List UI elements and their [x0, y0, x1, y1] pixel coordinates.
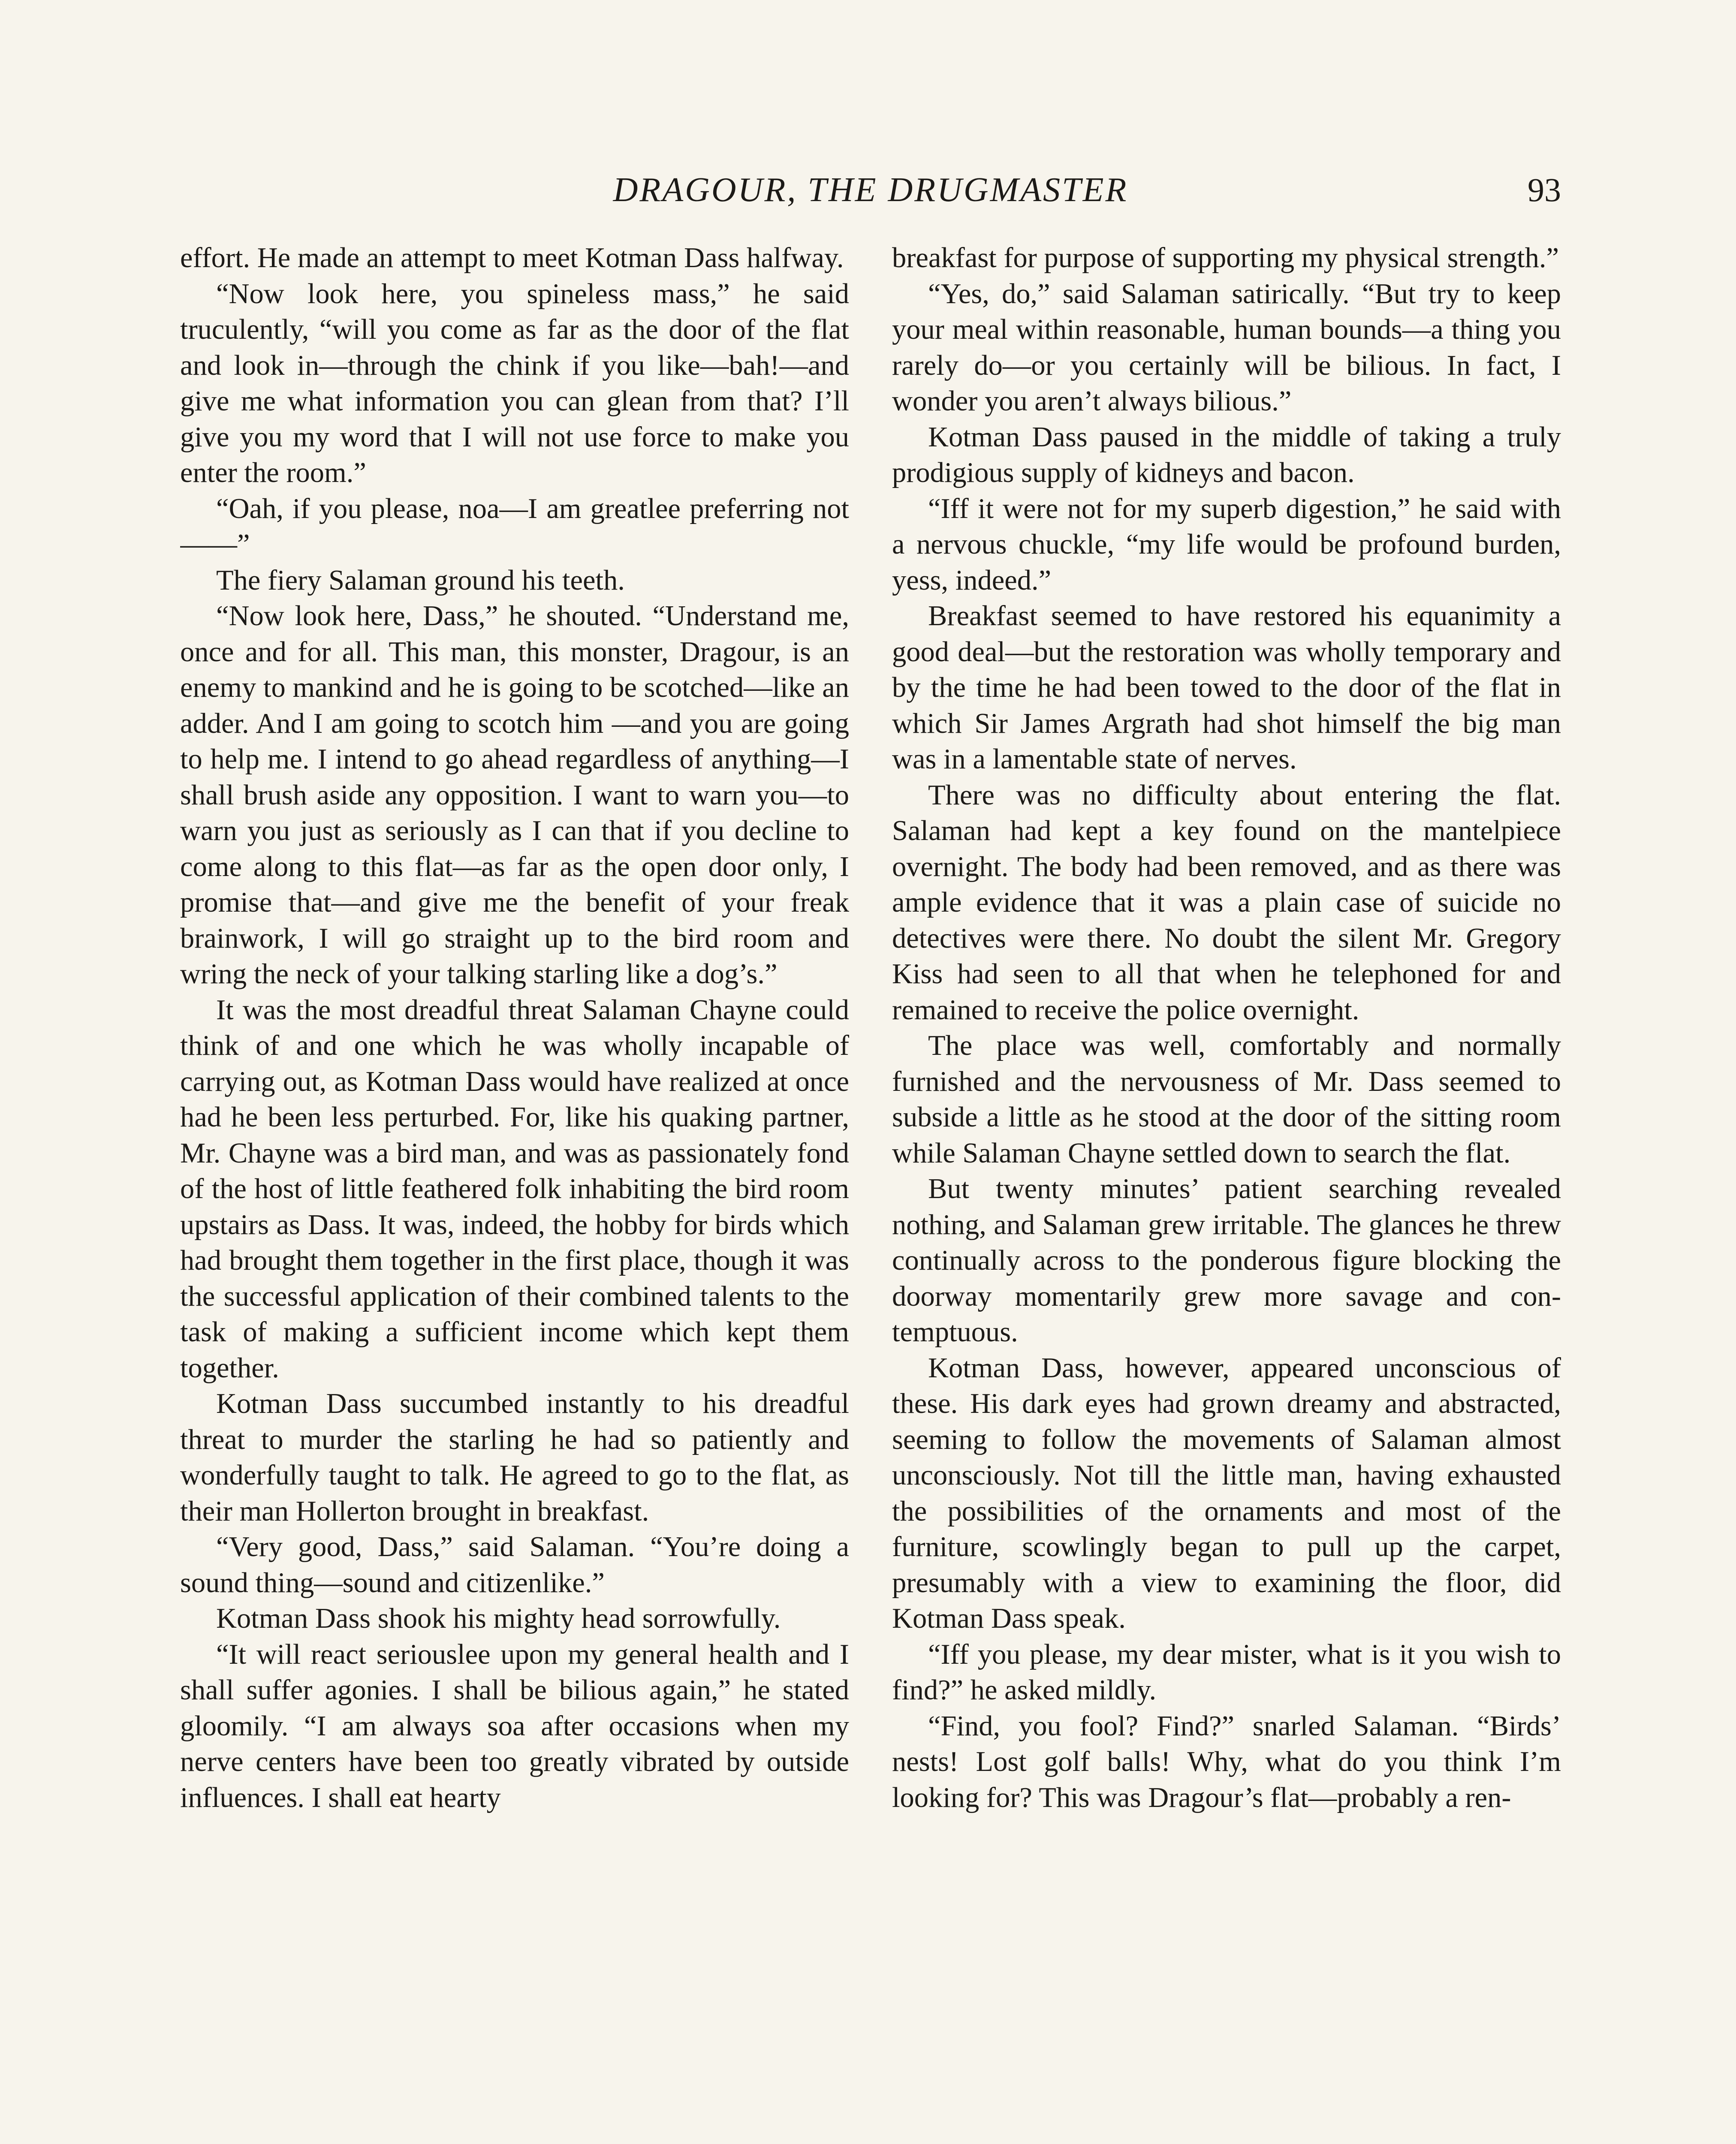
left-column [180, 240, 849, 2144]
page-number: 93 [1528, 171, 1561, 208]
paragraph: The fiery Salaman ground his teeth. [216, 564, 625, 596]
paragraph: “Oah, if you please, noa—I am greatlee preferring not——” [180, 493, 849, 560]
paragraph: There was no difficulty about entering the flat. Salaman had kept a key found on the mantelpiece overnight. The body had been removed, and as there was ample evidence that it was a plain case of suicide no detectives were there. No doubt the silent Mr. Gregory Kiss had seen to all that when he telephoned for and remained to receive the police overnight. [892, 779, 1561, 1026]
right-column [892, 240, 1561, 2144]
paragraph: Kotman Dass paused in the middle of taking a truly prodigious supply of kidneys and bacon. [892, 421, 1561, 488]
paragraph: “Now look here, Dass,” he shouted. “Understand me, once and for all. This man, this monster, Dragour, is an enemy to mankind and he is going to be scotched—like an adder. And I am going to scotch him —and you are going to help me. I intend to go ahead regardless of anything—I shall brush aside any opposition. I want to warn you—to warn you just as seriously as I can that if you decline to come along to this flat—as far as the open door only, I promise that—and give me the benefit of your freak brainwork, I will go straight up to the bird room and wring the neck of your talking starling like a dog’s.” [180, 600, 849, 990]
paragraph: “It will react seriouslee upon my general health and I shall suffer agonies. I shall be bilious again,” he stated gloomily. “I am always soa after occasions when my nerve centers have been too greatly vibrated by outside influences. I shall eat hearty [180, 1638, 849, 1813]
paragraph: Kotman Dass shook his mighty head sorrowfully. [216, 1603, 781, 1634]
paragraph: Kotman Dass succumbed instantly to his dreadful threat to murder the starling he had so patiently and wonderfully taught to talk. He agreed to go to the flat, as their man Hollerton brought in breakfast. [180, 1388, 849, 1527]
paragraph: Kotman Dass, however, appeared unconscious of these. His dark eyes had grown dreamy and abstracted, seeming to follow the movements of Salaman almost unconsciously. Not till the little man, having exhausted the possibilities of the ornaments and most of the furniture, scowlingly began to pull up the carpet, presumably with a view to examining the floor, did Kotman Dass speak. [892, 1352, 1561, 1634]
paragraph: Breakfast seemed to have restored his equanimity a good deal—but the restoration was wholly temporary and by the time he had been towed to the door of the flat in which Sir James Argrath had shot himself the big man was in a lamentable state of nerves. [892, 600, 1561, 775]
running-title: DRAGOUR, THE DRUGMASTER [613, 171, 1128, 209]
paragraph: It was the most dreadful threat Salaman Chayne could think of and one which he was wholly incapable of carrying out, as Kotman Dass would have realized at once had he been less perturbed. For, like his quaking partner, Mr. Chayne was a bird man, and was as passionately fond of the host of little feathered folk inhabiting the bird room upstairs as Dass. It was, indeed, the hobby for birds which had brought them together in the first place, though it was the successful application of their combined talents to the task of making a sufficient income which kept them together. [180, 994, 849, 1384]
paragraph: “Very good, Dass,” said Salaman. “You’re doing a sound thing—sound and citizenlike.” [180, 1531, 849, 1599]
paragraph: The place was well, comfortably and normally furnished and the nervousness of Mr. Dass seemed to subside a little as he stood at the door of the sitting room while Salaman Chayne settled down to search the flat. [892, 1030, 1561, 1169]
paragraph: “Find, you fool? Find?” snarled Salaman. “Birds’ nests! Lost golf balls! Why, what do you think I’m looking for? This was Dragour’s flat—probably a ren- [892, 1710, 1561, 1813]
paragraph: But twenty minutes’ patient searching revealed nothing, and Salaman grew irritable. The glances he threw continually across to the ponderous figure blocking the doorway momentarily grew more savage and contemptuous. [892, 1173, 1561, 1348]
paragraph: effort. He made an attempt to meet Kotman Dass halfway. [180, 242, 844, 274]
paragraph: “Iff it were not for my superb digestion,” he said with a nervous chuckle, “my life would be profound burden, yess, indeed.” [892, 493, 1561, 596]
paragraph: “Iff you please, my dear mister, what is it you wish to find?” he asked mildly. [892, 1638, 1561, 1706]
paragraph: breakfast for purpose of supporting my physical strength.” [892, 242, 1559, 274]
paragraph: “Now look here, you spineless mass,” he said truculently, “will you come as far as the door of the flat and look in—through the chink if you like—bah!—and give me what information you can glean from that? I’ll give you my word that I will not use force to make you enter the room.” [180, 278, 849, 488]
paragraph: “Yes, do,” said Salaman satirically. “But try to keep your meal within reasonable, human bounds—a thing you rarely do—or you certainly will be bilious. In fact, I wonder you aren’t always bilious.” [892, 278, 1561, 417]
page-header [180, 166, 1561, 214]
